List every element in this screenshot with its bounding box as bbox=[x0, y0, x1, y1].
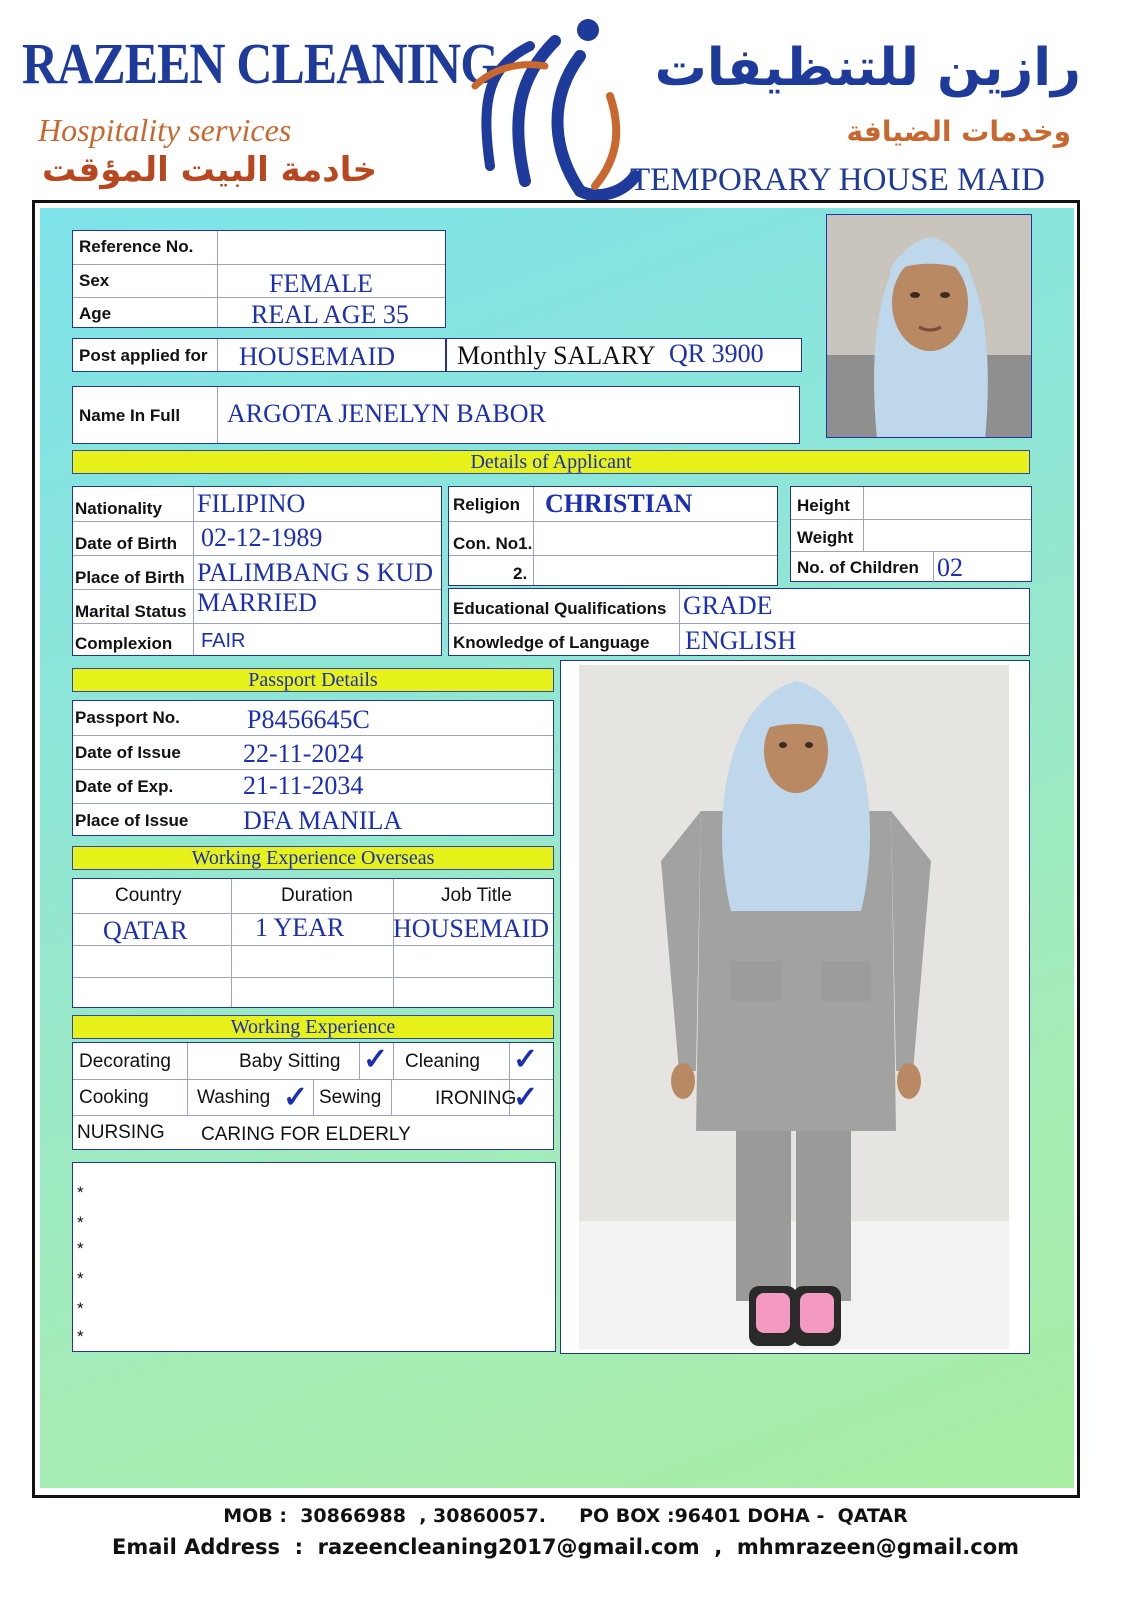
col-country: Country bbox=[115, 885, 182, 906]
education-table bbox=[448, 588, 1030, 656]
brand-tagline: TEMPORARY HOUSE MAID bbox=[630, 162, 1045, 198]
weight-label: Weight bbox=[797, 528, 854, 547]
washing-check-icon: ✓ bbox=[283, 1081, 309, 1114]
contact-1-label: Con. No1. bbox=[453, 534, 533, 553]
col-job-title: Job Title bbox=[441, 885, 512, 906]
religion-label: Religion bbox=[453, 495, 521, 514]
brand-name-arabic: رازين للتنظيفات bbox=[654, 38, 1081, 98]
table-row bbox=[73, 945, 553, 977]
note-bullet: * bbox=[77, 1183, 84, 1202]
table-row bbox=[73, 913, 553, 945]
post-label: Post applied for bbox=[79, 346, 208, 365]
full-body-photo bbox=[560, 660, 1030, 1354]
name-value: ARGOTA JENELYN BABOR bbox=[227, 399, 546, 428]
passport-no-value: P8456645C bbox=[247, 705, 370, 734]
post-table bbox=[72, 338, 446, 372]
note-bullet: * bbox=[77, 1239, 84, 1258]
salary-table bbox=[446, 338, 802, 372]
sex-label: Sex bbox=[79, 271, 110, 290]
contact-2-label: 2. bbox=[513, 564, 528, 583]
education-value: GRADE bbox=[683, 591, 773, 620]
note-bullet: * bbox=[77, 1269, 84, 1288]
marital-value: MARRIED bbox=[197, 588, 317, 617]
salary-label: Monthly SALARY bbox=[457, 341, 656, 370]
experience-section-header: Working Experience bbox=[72, 1015, 554, 1039]
brand-name-english: RAZEEN CLEANING bbox=[22, 31, 499, 96]
details-section-header: Details of Applicant bbox=[72, 450, 1030, 474]
skill-sewing: Sewing bbox=[319, 1087, 382, 1108]
company-logo-icon bbox=[470, 16, 640, 201]
note-bullet: * bbox=[77, 1299, 84, 1318]
overseas-section-header: Working Experience Overseas bbox=[72, 846, 554, 870]
age-value: REAL AGE 35 bbox=[251, 300, 409, 329]
children-value: 02 bbox=[937, 553, 963, 582]
name-label: Name In Full bbox=[79, 406, 181, 425]
skill-washing: Washing bbox=[197, 1087, 271, 1108]
note-bullet: * bbox=[77, 1327, 84, 1346]
skill-cooking: Cooking bbox=[79, 1087, 149, 1108]
skill-caring-elderly: CARING FOR ELDERLY bbox=[201, 1124, 411, 1145]
age-label: Age bbox=[79, 304, 112, 323]
nationality-label: Nationality bbox=[75, 499, 162, 518]
ironing-check-icon: ✓ bbox=[513, 1081, 539, 1114]
nationality-value: FILIPINO bbox=[197, 489, 306, 518]
skill-nursing: NURSING bbox=[77, 1122, 165, 1143]
reference-label: Reference No. bbox=[79, 237, 194, 256]
overseas-table bbox=[72, 878, 554, 1008]
issue-place-label: Place of Issue bbox=[75, 811, 189, 830]
pob-value: PALIMBANG S KUD bbox=[197, 558, 433, 587]
skills-table bbox=[72, 1042, 554, 1150]
issue-date-label: Date of Issue bbox=[75, 743, 181, 762]
complexion-value: FAIR bbox=[201, 630, 246, 652]
overseas-country: QATAR bbox=[103, 916, 188, 945]
skill-ironing: IRONING bbox=[435, 1088, 517, 1109]
overseas-duration: 1 YEAR bbox=[255, 913, 345, 942]
brand-subtitle: Hospitality services bbox=[38, 112, 292, 148]
education-label: Educational Qualifications bbox=[453, 599, 667, 618]
dob-label: Date of Birth bbox=[75, 534, 177, 553]
passport-section-header: Passport Details bbox=[72, 668, 554, 692]
marital-label: Marital Status bbox=[75, 602, 187, 621]
cleaning-check-icon: ✓ bbox=[513, 1043, 539, 1076]
salary-value: QR 3900 bbox=[669, 339, 764, 368]
language-value: ENGLISH bbox=[685, 626, 797, 655]
brand-arabic-subtitle: خادمة البيت المؤقت bbox=[42, 150, 378, 190]
overseas-job: HOUSEMAID bbox=[393, 914, 549, 943]
personal-details-table bbox=[72, 486, 442, 656]
skill-decorating: Decorating bbox=[79, 1051, 171, 1072]
issue-date-value: 22-11-2024 bbox=[243, 739, 364, 768]
children-label: No. of Children bbox=[797, 558, 919, 577]
baby-sitting-check-icon: ✓ bbox=[363, 1043, 389, 1076]
notes-box bbox=[72, 1162, 556, 1352]
language-label: Knowledge of Language bbox=[453, 633, 650, 652]
dob-value: 02-12-1989 bbox=[201, 523, 323, 552]
pob-label: Place of Birth bbox=[75, 568, 185, 587]
height-label: Height bbox=[797, 496, 850, 515]
passport-no-label: Passport No. bbox=[75, 708, 180, 727]
brand-arabic-services: وخدمات الضيافة bbox=[846, 115, 1071, 148]
table-row bbox=[73, 977, 553, 1009]
portrait-photo bbox=[826, 214, 1032, 438]
skill-cleaning: Cleaning bbox=[405, 1051, 480, 1072]
religion-value: CHRISTIAN bbox=[545, 489, 693, 518]
name-table bbox=[72, 386, 800, 444]
post-value: HOUSEMAID bbox=[239, 342, 395, 371]
physical-table bbox=[790, 486, 1032, 582]
footer-contact: MOB : 30866988 , 30860057. PO BOX :96401 DOHA - QATAR bbox=[223, 1505, 908, 1527]
issue-place-value: DFA MANILA bbox=[243, 806, 403, 835]
sex-value: FEMALE bbox=[269, 269, 373, 298]
col-duration: Duration bbox=[281, 885, 353, 906]
basic-info-table bbox=[72, 230, 446, 328]
expiry-date-value: 21-11-2034 bbox=[243, 771, 364, 800]
passport-table bbox=[72, 700, 554, 836]
note-bullet: * bbox=[77, 1213, 84, 1232]
footer-email: Email Address : razeencleaning2017@gmail.com , mhmrazeen@gmail.com bbox=[111, 1535, 1020, 1559]
expiry-date-label: Date of Exp. bbox=[75, 777, 174, 796]
complexion-label: Complexion bbox=[75, 634, 173, 653]
religion-table bbox=[448, 486, 778, 586]
skill-baby-sitting: Baby Sitting bbox=[239, 1051, 341, 1072]
